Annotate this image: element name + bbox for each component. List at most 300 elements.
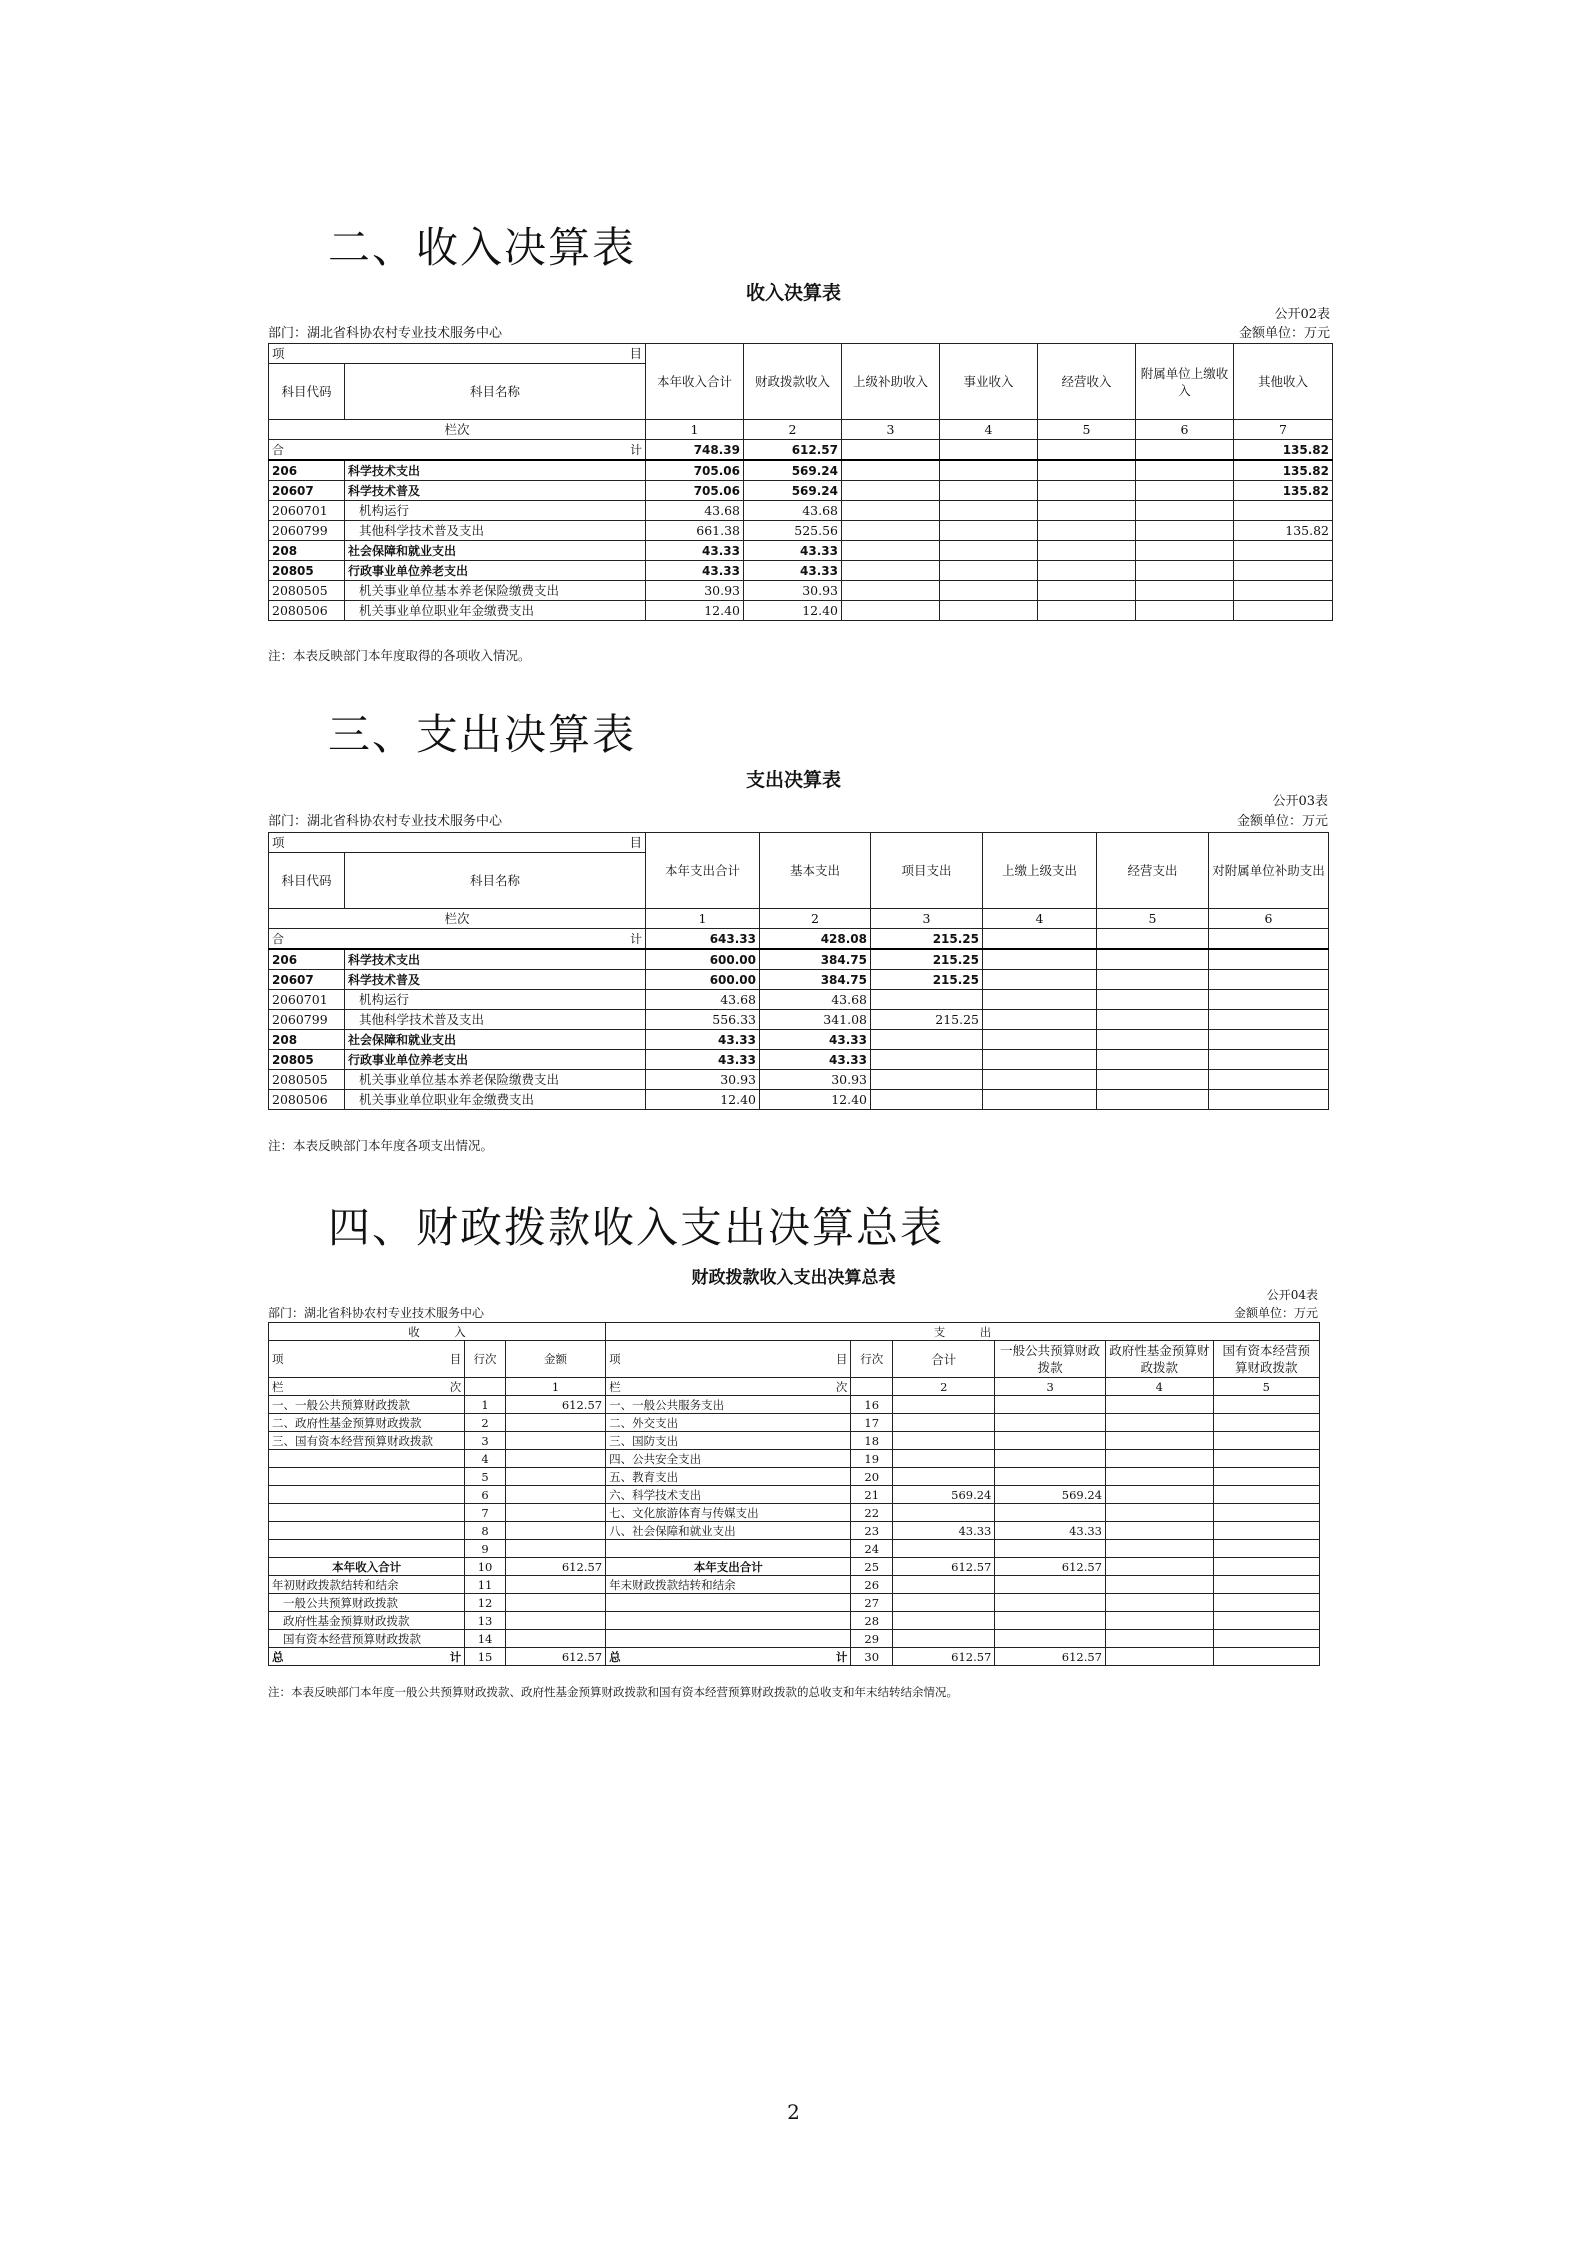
- cell-value: 43.68: [646, 501, 744, 521]
- table-row: [269, 1594, 1320, 1612]
- total-value: 215.25: [871, 929, 983, 950]
- table-row: [269, 1450, 1320, 1468]
- ji-label: 计: [629, 931, 642, 946]
- table-row: [269, 990, 1329, 1010]
- income-item: 三、国有资本经营预算财政拨款: [269, 1432, 465, 1450]
- income-line-number: 9: [465, 1540, 506, 1558]
- cell-value: [995, 1504, 1106, 1522]
- total-value: [1136, 440, 1234, 461]
- income-line-number: 8: [465, 1522, 506, 1540]
- table-row: [269, 1396, 1320, 1414]
- cell-value: 569.24: [893, 1486, 995, 1504]
- income-line-number: 1: [465, 1396, 506, 1414]
- table-row: [269, 541, 1333, 561]
- column-number: 6: [1136, 420, 1234, 440]
- subject-name: 机构运行: [345, 990, 646, 1010]
- expenditure-item: [606, 1540, 851, 1558]
- table-row: [269, 481, 1333, 501]
- column-number: 7: [1234, 420, 1333, 440]
- expenditure-line-number: 23: [851, 1522, 893, 1540]
- zong-label: 总: [272, 1649, 284, 1664]
- table-row: [269, 1010, 1329, 1030]
- cell-value: [1234, 561, 1333, 581]
- cell-value: [1209, 990, 1329, 1010]
- subject-name: 机关事业单位职业年金缴费支出: [345, 1090, 646, 1110]
- column-number: 3: [842, 420, 940, 440]
- table-row: [269, 1414, 1320, 1432]
- expenditure-line-number: 17: [851, 1414, 893, 1432]
- total-value: [1097, 929, 1209, 950]
- expenditure-item: 年末财政拨款结转和结余: [606, 1576, 851, 1594]
- income-amount: [505, 1504, 605, 1522]
- expenditure-item: 六、科学技术支出: [606, 1486, 851, 1504]
- cell-value: [893, 1450, 995, 1468]
- expenditure-item: 七、文化旅游体育与传媒支出: [606, 1504, 851, 1522]
- ji-label: 计: [629, 442, 642, 457]
- cell-value: [842, 581, 940, 601]
- cell-value: [871, 1030, 983, 1050]
- total-row: [269, 929, 1329, 950]
- blank-cell: [465, 1378, 506, 1396]
- cell-value: 43.33: [893, 1522, 995, 1540]
- subject-code: 20805: [269, 561, 345, 581]
- cell-value: [1213, 1558, 1320, 1576]
- cell-value: 612.57: [995, 1648, 1106, 1666]
- cell-value: [1038, 460, 1136, 481]
- lanci-label: 栏次: [269, 420, 646, 440]
- income-line-number: 3: [465, 1432, 506, 1450]
- cell-value: [1106, 1540, 1214, 1558]
- table-row: [269, 1558, 1320, 1576]
- mu-label: 目: [629, 345, 642, 361]
- subject-code: 208: [269, 1030, 345, 1050]
- ci-label: 次: [835, 1379, 848, 1394]
- total-label-text: [272, 441, 642, 459]
- income-line-number: 11: [465, 1576, 506, 1594]
- income-amount: [505, 1630, 605, 1648]
- cell-value: [1136, 501, 1234, 521]
- grand-total-row: [269, 1648, 1320, 1666]
- subject-code: 20607: [269, 970, 345, 990]
- grand-total-label: [272, 1649, 461, 1665]
- income-amount: [505, 1594, 605, 1612]
- expenditure-item: 八、社会保障和就业支出: [606, 1522, 851, 1540]
- cell-value: 341.08: [760, 1010, 871, 1030]
- column-header: 本年收入合计: [646, 344, 744, 420]
- income-line-number: 4: [465, 1450, 506, 1468]
- income-item: [269, 1504, 465, 1522]
- expenditure-lanci: [606, 1378, 851, 1396]
- fiscal-table-code: 公开04表: [1266, 1288, 1318, 1302]
- fiscal-meta-row: [268, 1304, 1318, 1321]
- total-value: 612.57: [744, 440, 842, 461]
- cell-value: [842, 601, 940, 621]
- expenditure-line-number: 25: [851, 1558, 893, 1576]
- subject-name: 科学技术支出: [345, 460, 646, 481]
- cell-value: 384.75: [760, 970, 871, 990]
- cell-value: [940, 601, 1038, 621]
- cell-value: 12.40: [646, 601, 744, 621]
- cell-value: [995, 1414, 1106, 1432]
- cell-value: [1106, 1396, 1214, 1414]
- cell-value: [995, 1396, 1106, 1414]
- cell-value: [1097, 1070, 1209, 1090]
- cell-value: [1209, 1030, 1329, 1050]
- income-line-number: 5: [465, 1468, 506, 1486]
- income-item-header: [269, 1341, 465, 1378]
- header-xiang-mu: [269, 344, 646, 364]
- column-number: 5: [1097, 909, 1209, 929]
- income-line-number: 2: [465, 1414, 506, 1432]
- section-heading-expenditure: 三、支出决算表: [328, 710, 637, 759]
- cell-value: [1209, 1090, 1329, 1110]
- income-amount: [505, 1468, 605, 1486]
- table-row: [269, 1486, 1320, 1504]
- cell-value: [995, 1576, 1106, 1594]
- subject-name: 科学技术普及: [345, 970, 646, 990]
- cell-value: [893, 1504, 995, 1522]
- income-amount: [505, 1450, 605, 1468]
- total-row: [269, 440, 1333, 461]
- subject-code: 2060701: [269, 990, 345, 1010]
- cell-value: [1106, 1522, 1214, 1540]
- header-row: [269, 344, 1333, 364]
- income-amount: 612.57: [505, 1396, 605, 1414]
- subject-code: 2080506: [269, 1090, 345, 1110]
- cell-value: 43.33: [995, 1522, 1106, 1540]
- subject-name: 机关事业单位基本养老保险缴费支出: [345, 581, 646, 601]
- cell-value: [1213, 1576, 1320, 1594]
- cell-value: [871, 1050, 983, 1070]
- income-amount: [505, 1414, 605, 1432]
- cell-value: 215.25: [871, 949, 983, 970]
- lan-label: 栏: [609, 1379, 621, 1394]
- income-item: 国有资本经营预算财政拨款: [269, 1630, 465, 1648]
- expenditure-line-number: 27: [851, 1594, 893, 1612]
- cell-value: 30.93: [744, 581, 842, 601]
- cell-value: [940, 501, 1038, 521]
- column-number: 4: [1106, 1378, 1214, 1396]
- income-group-header: 收 入: [269, 1323, 606, 1341]
- department-label: 部门：湖北省科协农村专业技术服务中心: [268, 1306, 485, 1320]
- subject-code: 2060799: [269, 1010, 345, 1030]
- subject-name: 科学技术普及: [345, 481, 646, 501]
- expenditure-line-number: 22: [851, 1504, 893, 1522]
- column-number: 2: [893, 1378, 995, 1396]
- expenditure-line-number: 30: [851, 1648, 893, 1666]
- cell-value: 12.40: [760, 1090, 871, 1110]
- cell-value: [1106, 1486, 1214, 1504]
- cell-value: [1097, 970, 1209, 990]
- table-row: [269, 1630, 1320, 1648]
- cell-value: 43.33: [646, 561, 744, 581]
- table-row: [269, 521, 1333, 541]
- cell-value: [842, 460, 940, 481]
- cell-value: [1136, 521, 1234, 541]
- subject-name: 机关事业单位职业年金缴费支出: [345, 601, 646, 621]
- income-item: 一、一般公共预算财政拨款: [269, 1396, 465, 1414]
- cell-value: [1209, 1070, 1329, 1090]
- cell-value: [1038, 541, 1136, 561]
- subject-name: 社会保障和就业支出: [345, 1030, 646, 1050]
- cell-value: [871, 1090, 983, 1110]
- cell-value: 556.33: [646, 1010, 760, 1030]
- total-label-text: [272, 930, 642, 948]
- income-amount: [505, 1432, 605, 1450]
- column-header: 财政拨款收入: [744, 344, 842, 420]
- cell-value: [995, 1594, 1106, 1612]
- cell-value: 43.33: [760, 1050, 871, 1070]
- cell-value: [1038, 581, 1136, 601]
- income-amount: [505, 1540, 605, 1558]
- cell-value: 135.82: [1234, 481, 1333, 501]
- expenditure-line-header: 行次: [851, 1341, 893, 1378]
- cell-value: 30.93: [646, 1070, 760, 1090]
- cell-value: [995, 1450, 1106, 1468]
- income-item: 年初财政拨款结转和结余: [269, 1576, 465, 1594]
- table-row: [269, 1612, 1320, 1630]
- cell-value: 705.06: [646, 481, 744, 501]
- column-number: 5: [1213, 1378, 1320, 1396]
- cell-value: [1209, 1010, 1329, 1030]
- cell-value: [1136, 541, 1234, 561]
- xiang-label: 项: [272, 834, 285, 850]
- cell-value: 43.68: [760, 990, 871, 1010]
- cell-value: [1106, 1414, 1214, 1432]
- table-row: [269, 1432, 1320, 1450]
- cell-value: [842, 481, 940, 501]
- cell-value: [1213, 1648, 1320, 1666]
- page-number: 2: [787, 2100, 800, 2124]
- expenditure-meta-row: [268, 810, 1328, 829]
- total-label: [269, 440, 646, 461]
- cell-value: 43.33: [744, 561, 842, 581]
- income-item: [269, 1540, 465, 1558]
- xiang-mu-label: [609, 1351, 847, 1367]
- cell-value: 600.00: [646, 949, 760, 970]
- expenditure-item: 五、教育支出: [606, 1468, 851, 1486]
- cell-value: [1213, 1612, 1320, 1630]
- xiang-mu-label: [272, 345, 642, 363]
- cell-value: [893, 1576, 995, 1594]
- income-line-number: 7: [465, 1504, 506, 1522]
- table-row: [269, 581, 1333, 601]
- total-value: [983, 929, 1097, 950]
- cell-value: [1097, 1010, 1209, 1030]
- table-row: [269, 1504, 1320, 1522]
- subject-name: 行政事业单位养老支出: [345, 561, 646, 581]
- table-row: [269, 1540, 1320, 1558]
- column-number: 2: [760, 909, 871, 929]
- zong-label: 总: [609, 1649, 621, 1664]
- income-amount-header: 金额: [505, 1341, 605, 1378]
- subject-code-header: 科目代码: [269, 853, 345, 909]
- income-amount: [505, 1612, 605, 1630]
- column-header: 本年支出合计: [646, 833, 760, 909]
- income-line-number: 13: [465, 1612, 506, 1630]
- cell-value: [995, 1432, 1106, 1450]
- subject-name: 科学技术支出: [345, 949, 646, 970]
- income-item: [269, 1522, 465, 1540]
- section-heading-fiscal: 四、财政拨款收入支出决算总表: [328, 1203, 945, 1252]
- total-value: [1038, 440, 1136, 461]
- income-item: 政府性基金预算财政拨款: [269, 1612, 465, 1630]
- subject-code: 208: [269, 541, 345, 561]
- cell-value: [1213, 1504, 1320, 1522]
- table-row: [269, 970, 1329, 990]
- expenditure-note: 注：本表反映部门本年度各项支出情况。: [268, 1138, 494, 1153]
- cell-value: [1213, 1486, 1320, 1504]
- column-header: 合计: [893, 1341, 995, 1378]
- cell-value: [1106, 1558, 1214, 1576]
- expenditure-item: 一、一般公共服务支出: [606, 1396, 851, 1414]
- department-label: 部门：湖北省科协农村专业技术服务中心: [268, 326, 503, 341]
- subject-code: 2080506: [269, 601, 345, 621]
- cell-value: [842, 541, 940, 561]
- cell-value: [1097, 990, 1209, 1010]
- income-lanci: [269, 1378, 465, 1396]
- income-grand-total: [269, 1648, 465, 1666]
- he-label: 合: [272, 442, 285, 457]
- income-item: 二、政府性基金预算财政拨款: [269, 1414, 465, 1432]
- subject-code-header: 科目代码: [269, 364, 345, 420]
- subject-name: 机关事业单位基本养老保险缴费支出: [345, 1070, 646, 1090]
- unit-label: 金额单位：万元: [1233, 1306, 1318, 1320]
- cell-value: [871, 1070, 983, 1090]
- column-header: 经营支出: [1097, 833, 1209, 909]
- cell-value: [983, 1030, 1097, 1050]
- cell-value: [1213, 1414, 1320, 1432]
- xiang-label: 项: [272, 1352, 284, 1366]
- cell-value: [1136, 460, 1234, 481]
- unit-label: 金额单位：万元: [1238, 326, 1330, 341]
- cell-value: 661.38: [646, 521, 744, 541]
- cell-value: [1136, 581, 1234, 601]
- cell-value: [1106, 1450, 1214, 1468]
- lanci-label: [272, 1379, 461, 1395]
- income-item: [269, 1468, 465, 1486]
- cell-value: [983, 1010, 1097, 1030]
- cell-value: [940, 481, 1038, 501]
- expenditure-line-number: 26: [851, 1576, 893, 1594]
- cell-value: 569.24: [744, 460, 842, 481]
- column-header: 上缴上级支出: [983, 833, 1097, 909]
- column-number: 3: [871, 909, 983, 929]
- expenditure-item-header: [606, 1341, 851, 1378]
- expenditure-line-number: 24: [851, 1540, 893, 1558]
- income-amount: [505, 1576, 605, 1594]
- subject-code: 2080505: [269, 581, 345, 601]
- cell-value: 600.00: [646, 970, 760, 990]
- cell-value: [1213, 1522, 1320, 1540]
- column-number: 5: [1038, 420, 1136, 440]
- unit-label: 金额单位：万元: [1236, 814, 1328, 829]
- cell-value: [1097, 949, 1209, 970]
- column-header: 经营收入: [1038, 344, 1136, 420]
- cell-value: [1209, 1050, 1329, 1070]
- expenditure-line-number: 19: [851, 1450, 893, 1468]
- cell-value: [1106, 1504, 1214, 1522]
- cell-value: [1106, 1432, 1214, 1450]
- xiang-label: 项: [609, 1352, 621, 1366]
- column-header: 政府性基金预算财政拨款: [1106, 1341, 1214, 1378]
- cell-value: [940, 541, 1038, 561]
- ci-label: 次: [449, 1379, 462, 1394]
- column-number: 2: [744, 420, 842, 440]
- cell-value: [1213, 1594, 1320, 1612]
- income-item: 一般公共预算财政拨款: [269, 1594, 465, 1612]
- cell-value: [893, 1414, 995, 1432]
- column-number-row: [269, 420, 1333, 440]
- subject-code: 20607: [269, 481, 345, 501]
- lanci-label: [609, 1379, 847, 1395]
- header-row: [269, 1341, 1320, 1378]
- cell-value: [1234, 581, 1333, 601]
- subject-name: 行政事业单位养老支出: [345, 1050, 646, 1070]
- income-amount: 612.57: [505, 1648, 605, 1666]
- cell-value: 569.24: [744, 481, 842, 501]
- expenditure-line-number: 29: [851, 1630, 893, 1648]
- expenditure-item: [606, 1612, 851, 1630]
- cell-value: 43.68: [744, 501, 842, 521]
- subject-name: 其他科学技术普及支出: [345, 1010, 646, 1030]
- cell-value: 12.40: [744, 601, 842, 621]
- cell-value: [1136, 481, 1234, 501]
- table-row: [269, 460, 1333, 481]
- cell-value: 215.25: [871, 1010, 983, 1030]
- column-header: 基本支出: [760, 833, 871, 909]
- xiang-mu-label: [272, 834, 642, 852]
- total-value: [1209, 929, 1329, 950]
- cell-value: [983, 1050, 1097, 1070]
- income-line-number: 6: [465, 1486, 506, 1504]
- cell-value: [1213, 1630, 1320, 1648]
- income-line-number: 10: [465, 1558, 506, 1576]
- cell-value: [893, 1612, 995, 1630]
- mu-label: 目: [835, 1352, 848, 1366]
- cell-value: [1038, 601, 1136, 621]
- cell-value: [842, 521, 940, 541]
- cell-value: [983, 970, 1097, 990]
- income-table: [268, 343, 1333, 621]
- total-value: [842, 440, 940, 461]
- lan-label: 栏: [272, 1379, 284, 1394]
- column-header: 一般公共预算财政拨款: [995, 1341, 1106, 1378]
- cell-value: [1213, 1450, 1320, 1468]
- cell-value: [893, 1468, 995, 1486]
- cell-value: 43.33: [760, 1030, 871, 1050]
- table-row: [269, 1090, 1329, 1110]
- cell-value: [1106, 1468, 1214, 1486]
- expenditure-group-header: 支 出: [606, 1323, 1320, 1341]
- income-item: 本年收入合计: [269, 1558, 465, 1576]
- cell-value: [1209, 949, 1329, 970]
- table-row: [269, 1070, 1329, 1090]
- cell-value: 43.33: [646, 1030, 760, 1050]
- cell-value: 43.68: [646, 990, 760, 1010]
- mu-label: 目: [629, 834, 642, 850]
- header-xiang-mu: [269, 833, 646, 853]
- fiscal-note: 注：本表反映部门本年度一般公共预算财政拨款、政府性基金预算财政拨款和国有资本经营预算财政拨款的总收支和年末结转结余情况。: [268, 1685, 958, 1699]
- cell-value: 43.33: [646, 541, 744, 561]
- total-value: 135.82: [1234, 440, 1333, 461]
- cell-value: [940, 581, 1038, 601]
- cell-value: [1213, 1540, 1320, 1558]
- column-header: 上级补助收入: [842, 344, 940, 420]
- ji-label: 计: [835, 1649, 848, 1664]
- cell-value: 135.82: [1234, 521, 1333, 541]
- table-row: [269, 1576, 1320, 1594]
